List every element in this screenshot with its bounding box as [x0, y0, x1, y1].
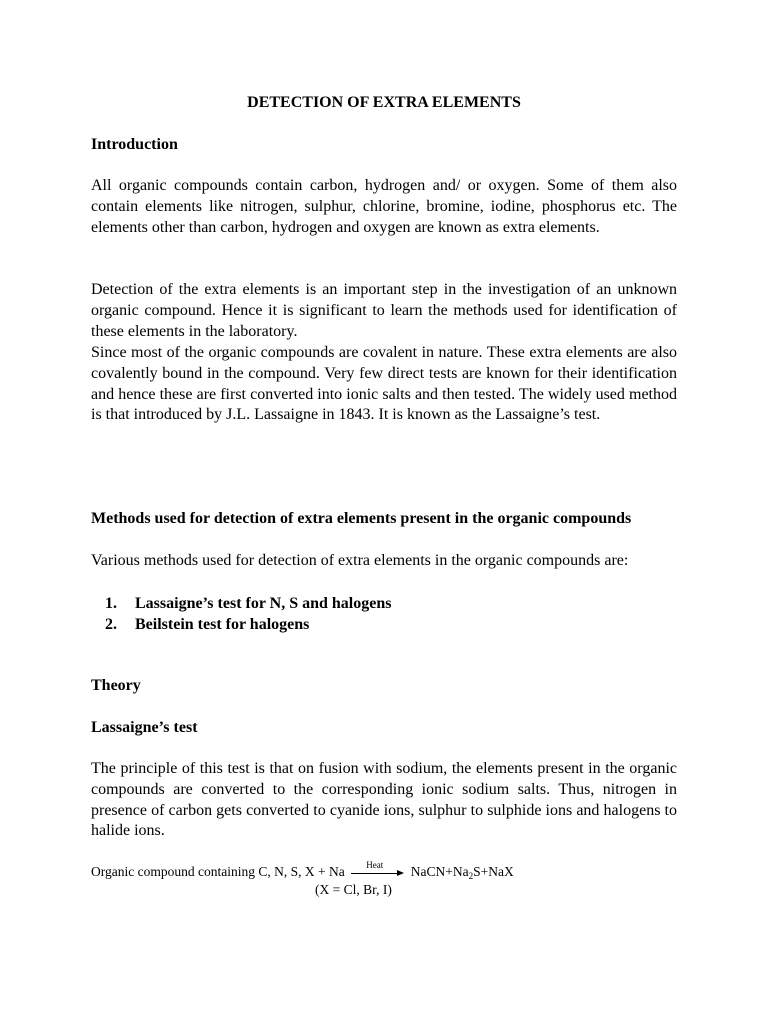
- list-item-number: 1.: [105, 595, 117, 612]
- introduction-paragraph-1: All organic compounds contain carbon, hydrogen and/ or oxygen. Some of them also contain elements like nitrogen, sulphur, chlorine, bromine, iodine, phosphorus etc. The elements other than carbon, hydrogen and oxygen are known as extra elements.: [91, 177, 677, 236]
- list-item-text: Beilstein test for halogens: [135, 615, 310, 633]
- list-item-text: Lassaigne’s test for N, S and halogens: [135, 595, 392, 612]
- theory-heading: Theory: [91, 677, 141, 694]
- equation-product-part-2: S+NaX: [473, 864, 514, 879]
- page-title: DETECTION OF EXTRA ELEMENTS: [247, 94, 521, 111]
- introduction-paragraph-3: Since most of the organic compounds are covalent in nature. These extra elements are also covalently bound in the compound. Very few direct tests are known for their identification and hence these are first converted into ionic salts and then tested. The widely used method is that introduced by J.L. Lassaigne in 1843. It is known as the Lassaigne’s test.: [91, 344, 677, 424]
- list-item: [105, 594, 391, 615]
- reaction-equation: [91, 860, 514, 882]
- lassaigne-test-subheading: Lassaigne’s test: [91, 719, 198, 736]
- equation-reactants: Organic compound containing C, N, S, X + Na: [91, 864, 345, 879]
- methods-list: [105, 594, 391, 636]
- methods-heading: Methods used for detection of extra elements present in the organic compounds: [91, 510, 632, 527]
- theory-paragraph: The principle of this test is that on fusion with sodium, the elements present in the organic compounds are converted to the corresponding ionic sodium salts. Thus, nitrogen in presence of carbon gets converted to cyanide ions, sulphur to sulphide ions and halogens to halide ions.: [91, 760, 677, 840]
- reaction-arrow-icon: [351, 860, 405, 880]
- introduction-heading: Introduction: [91, 136, 178, 153]
- equation-product-part-1: NaCN+Na: [410, 864, 469, 879]
- list-item: [105, 615, 391, 636]
- introduction-paragraph-2: Detection of the extra elements is an important step in the investigation of an unknown organic compound. Hence it is significant to learn the methods used for identification of these elements in the laboratory.: [91, 281, 677, 340]
- list-item-number: 2.: [105, 615, 117, 633]
- equation-product-subscript: 2: [468, 871, 474, 881]
- equation-note: (X = Cl, Br, I): [315, 882, 392, 897]
- methods-intro: Various methods used for detection of extra elements in the organic compounds are:: [91, 552, 629, 569]
- arrow-label: Heat: [366, 860, 384, 870]
